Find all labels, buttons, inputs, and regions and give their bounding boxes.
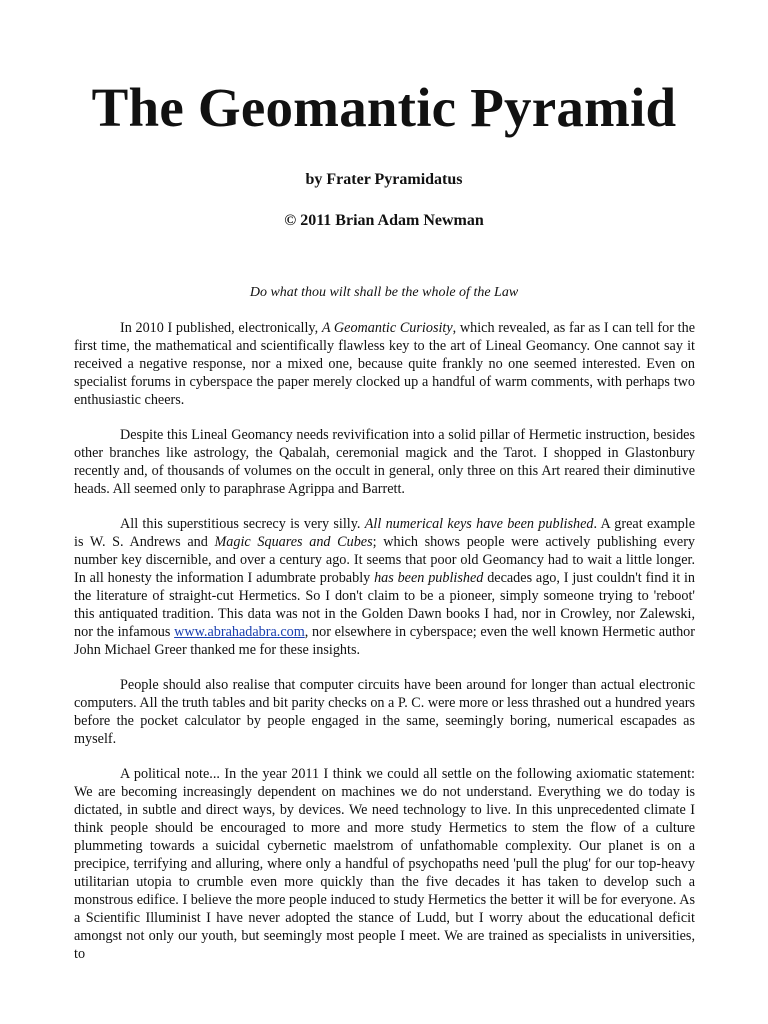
paragraph-text: , which revealed, as far as I can tell for the first time, the mathematical and scientifically flawless key to the art of Lineal Geomancy. One cannot say it received a negative response, nor a mixed one, because quite frankly no one seemed interested. Even on specialist forums in cyberspace the paper merely clocked up a handful of warm comments, with perhaps two enthusiastic cheers. <box>74 320 695 408</box>
abrahadabra-link[interactable]: www.abrahadabra.com <box>174 624 305 640</box>
author-byline: by Frater Pyramidatus <box>305 171 463 188</box>
paragraph-text: , nor elsewhere in cyberspace; even the well known Hermetic author John Michael Greer thanked me for these insights. <box>74 624 695 658</box>
paragraph-4 <box>74 676 695 748</box>
book-title-geomantic-curiosity: A Geomantic Curiosity <box>321 320 453 336</box>
emphasis-text: has been published <box>374 570 484 586</box>
paragraph-text: A political note... In the year 2011 I think we could all settle on the following axiomatic statement: We are becoming increasingly dependent on machines we do not understand. Everything we do today is dictated, in subtle and direct ways, by devices. We need technology to live. In this unprecedented climate I think people should be encouraged to more and more study Hermetics to stem the flow of a culture plummeting towards a suicidal cybernetic maelstrom of unfathomable complexity. Our planet is on a precipice, terrifying and alluring, where only a handful of psychopaths need 'pull the plug' for our top-heavy utilitarian utopia to crumble even more quickly than the five decades it has taken to develop such a monstrous edifice. I believe the more people induced to study Hermetics the better it will be for everyone. As a Scientific Illuminist I have never adopted the stance of Ludd, but I worry about the educational deficit amongst not only our youth, but seemingly most people I meet. We are trained as specialists in universities, to <box>74 766 695 962</box>
paragraph-1 <box>74 319 695 409</box>
paragraph-5 <box>74 765 695 963</box>
thelemic-motto: Do what thou wilt shall be the whole of the Law <box>249 285 519 300</box>
paragraph-text: decades ago, I just couldn't find it in the literature of straight-cut Hermetics. So I don't claim to be a pioneer, simply someone trying to 'reboot' this antiquated tradition. This data was not in the Golden Dawn books I had, nor in Crowley, nor Zalewski, nor the infamous <box>74 570 695 640</box>
paragraph-text: Despite this Lineal Geomancy needs revivification into a solid pillar of Hermetic instruction, besides other branches like astrology, the Qabalah, ceremonial magick and the Tarot. I shopped in Glastonbury recently and, of thousands of volumes on the occult in general, only three on this Art reared their diminutive heads. All seemed only to paraphrase Agrippa and Barrett. <box>74 427 695 497</box>
paragraph-text: ; which shows people were actively publishing every number key discernible, and over a century ago. It seems that poor old Geomancy had to wait a little longer. In all honesty the information I adumbrate probably <box>74 534 696 586</box>
emphasis-text: All numerical keys have been published <box>364 516 594 532</box>
paragraph-2 <box>74 426 695 498</box>
copyright-notice: © 2011 Brian Adam Newman <box>284 212 484 229</box>
paragraph-3 <box>74 515 695 659</box>
document-title: The Geomantic Pyramid <box>91 77 677 138</box>
paragraph-text: In 2010 I published, electronically, <box>120 320 322 336</box>
paragraph-text: . A great example is W. S. Andrews and <box>74 516 696 550</box>
body-text <box>74 319 695 980</box>
paragraph-text: All this superstitious secrecy is very silly. <box>120 516 365 532</box>
paragraph-text: People should also realise that computer circuits have been around for longer than actual electronic computers. All the truth tables and bit parity checks on a P. C. were more or less thrashed out a hundred years before the pocket calculator by people engaged in the same, seemingly boring, numerical escapades as myself. <box>74 677 695 747</box>
book-title-magic-squares: Magic Squares and Cubes <box>214 534 373 550</box>
